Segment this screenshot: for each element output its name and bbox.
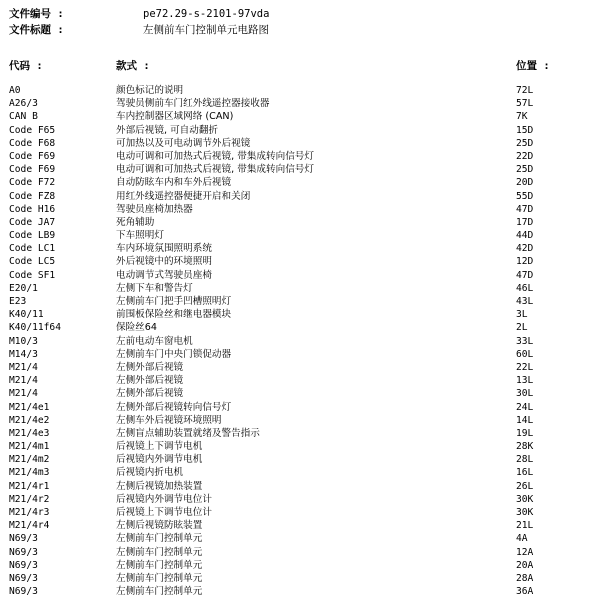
- list-item: [0, 532, 603, 545]
- component-position: 57L: [516, 98, 534, 110]
- list-item: [0, 163, 603, 176]
- list-item: [0, 506, 603, 519]
- component-code: Code F65: [9, 124, 56, 136]
- list-item: [0, 242, 603, 255]
- list-item: [0, 97, 603, 110]
- component-position: 28L: [516, 454, 534, 466]
- list-item: [0, 572, 603, 585]
- component-position: 22D: [516, 150, 534, 162]
- component-position: 30L: [516, 388, 534, 400]
- component-description: 死角辅助: [116, 216, 155, 228]
- list-item: [0, 387, 603, 400]
- component-description: 后视镜内外调节电机: [116, 454, 203, 466]
- component-position: 28A: [516, 572, 534, 584]
- component-code: M21/4r4: [9, 520, 50, 532]
- list-item: [0, 255, 603, 268]
- component-position: 20D: [516, 177, 534, 189]
- component-code: M21/4m1: [9, 441, 50, 453]
- component-code: Code H16: [9, 203, 56, 215]
- component-description: 保险丝64: [116, 322, 157, 334]
- component-description: 左侧后视镜加热装置: [116, 480, 203, 492]
- list-item: [0, 229, 603, 242]
- component-position: 4A: [516, 533, 528, 545]
- component-description: 左侧外部后视镜: [116, 375, 184, 387]
- list-item: [0, 480, 603, 493]
- column-header-code: 代码 :: [9, 60, 43, 72]
- component-description: 电动调节式驾驶员座椅: [116, 269, 212, 281]
- component-position: 3L: [516, 309, 528, 321]
- component-code: Code F69: [9, 164, 56, 176]
- component-code: M21/4m2: [9, 454, 50, 466]
- component-position: 22L: [516, 361, 534, 373]
- component-code: E20/1: [9, 282, 38, 294]
- component-description: 左侧前车门控制单元: [116, 586, 203, 598]
- list-item: [0, 84, 603, 97]
- component-code: Code F69: [9, 150, 56, 162]
- list-item: [0, 348, 603, 361]
- component-position: 21L: [516, 520, 534, 532]
- list-item: [0, 414, 603, 427]
- list-item: [0, 216, 603, 229]
- component-code: M21/4e3: [9, 427, 50, 439]
- list-item: [0, 453, 603, 466]
- list-item: [0, 401, 603, 414]
- component-code: CAN B: [9, 111, 38, 123]
- component-description: 后视镜上下调节电机: [116, 441, 203, 453]
- component-code: M21/4: [9, 375, 38, 387]
- list-item: [0, 295, 603, 308]
- component-description: 左侧外部后视镜: [116, 388, 184, 400]
- component-code: Code SF1: [9, 269, 56, 281]
- component-description: 左侧前车门把手凹槽照明灯: [116, 296, 232, 307]
- list-item: [0, 374, 603, 387]
- component-description: 左侧前车门控制单元: [116, 572, 203, 584]
- component-description: 外后视镜中的环境照明: [116, 256, 212, 268]
- component-description: 左侧前车门控制单元: [116, 546, 203, 558]
- component-code: A0: [9, 85, 21, 96]
- component-code: M21/4r3: [9, 507, 50, 518]
- list-item: [0, 335, 603, 348]
- component-position: 28K: [516, 441, 534, 453]
- list-item: [0, 150, 603, 163]
- component-position: 15D: [516, 124, 534, 136]
- component-code: M10/3: [9, 335, 38, 347]
- component-description: 左侧外部后视镜: [116, 361, 184, 373]
- list-item: [0, 440, 603, 453]
- component-description: 颜色标记的说明: [116, 85, 184, 96]
- component-description: 前围板保险丝和继电器模块: [116, 309, 232, 321]
- component-description: 外部后视镜, 可自动翻折: [116, 124, 219, 136]
- component-code: A26/3: [9, 98, 38, 110]
- component-position: 43L: [516, 296, 534, 307]
- component-code: N69/3: [9, 586, 38, 598]
- column-header-description: 款式 :: [116, 60, 150, 72]
- component-code: Code F68: [9, 137, 56, 149]
- component-position: 60L: [516, 348, 534, 360]
- file-title-label: 文件标题 :: [9, 24, 64, 36]
- component-position: 42D: [516, 243, 534, 255]
- component-description: 后视镜内外调节电位计: [116, 493, 212, 505]
- component-description: 电动可调和可加热式后视镜, 带集成转向信号灯: [116, 164, 314, 176]
- component-position: 44D: [516, 230, 534, 242]
- component-position: 72L: [516, 85, 534, 96]
- component-code: Code JA7: [9, 216, 56, 228]
- component-code: Code LC1: [9, 243, 56, 255]
- component-description: 左侧后视镜防眩装置: [116, 520, 203, 532]
- component-description: 自动防眩车内和车外后视镜: [116, 177, 232, 189]
- list-item: [0, 190, 603, 203]
- component-list: [0, 84, 603, 598]
- component-description: 左侧外部后视镜转向信号灯: [116, 401, 232, 413]
- component-description: 左侧下车和警告灯: [116, 282, 193, 294]
- list-item: [0, 124, 603, 137]
- component-code: M21/4r1: [9, 480, 50, 492]
- file-title-value: 左侧前车门控制单元电路图: [143, 24, 269, 36]
- list-item: [0, 282, 603, 295]
- component-position: 14L: [516, 414, 534, 426]
- list-item: [0, 546, 603, 559]
- component-position: 47D: [516, 269, 534, 281]
- component-position: 47D: [516, 203, 534, 215]
- list-item: [0, 176, 603, 189]
- component-position: 46L: [516, 282, 534, 294]
- column-header-position: 位置 :: [516, 60, 550, 72]
- component-description: 电动可调和可加热式后视镜, 带集成转向信号灯: [116, 150, 314, 162]
- file-number-value: pe72.29-s-2101-97vda: [143, 8, 270, 20]
- component-code: K40/11f64: [9, 322, 61, 334]
- component-description: 左侧盲点辅助装置就绪及警告指示: [116, 427, 260, 439]
- component-position: 19L: [516, 427, 534, 439]
- component-position: 7K: [516, 111, 528, 123]
- component-position: 25D: [516, 137, 534, 149]
- component-description: 车内控制器区域网络 (CAN): [116, 111, 234, 123]
- list-item: [0, 269, 603, 282]
- list-item: [0, 466, 603, 479]
- component-position: 55D: [516, 190, 534, 202]
- component-code: M21/4: [9, 388, 38, 400]
- list-item: [0, 110, 603, 123]
- component-position: 2L: [516, 322, 528, 334]
- component-description: 下车照明灯: [116, 230, 164, 242]
- component-code: M21/4m3: [9, 467, 50, 479]
- component-description: 左侧前车门控制单元: [116, 533, 203, 545]
- component-code: Code FZ8: [9, 190, 56, 202]
- component-code: N69/3: [9, 572, 38, 584]
- component-position: 16L: [516, 467, 534, 479]
- component-description: 后视镜上下调节电位计: [116, 507, 212, 518]
- component-position: 30K: [516, 507, 534, 518]
- component-code: M14/3: [9, 348, 38, 360]
- component-position: 24L: [516, 401, 534, 413]
- component-description: 可加热以及可电动调节外后视镜: [116, 137, 251, 149]
- component-position: 13L: [516, 375, 534, 387]
- component-description: 左侧车外后视镜环境照明: [116, 414, 222, 426]
- component-description: 驾驶员座椅加热器: [116, 203, 193, 215]
- component-code: K40/11: [9, 309, 44, 321]
- component-position: 30K: [516, 493, 534, 505]
- component-code: M21/4: [9, 361, 38, 373]
- list-item: [0, 585, 603, 598]
- list-item: [0, 519, 603, 532]
- component-description: 左侧前车门控制单元: [116, 559, 203, 571]
- component-position: 33L: [516, 335, 534, 347]
- component-code: Code LC5: [9, 256, 56, 268]
- component-code: M21/4e1: [9, 401, 50, 413]
- file-number-label: 文件编号 :: [9, 8, 64, 20]
- component-position: 36A: [516, 586, 534, 598]
- component-description: 左侧前车门中央门锁促动器: [116, 348, 232, 360]
- list-item: [0, 559, 603, 572]
- component-description: 后视镜内折电机: [116, 467, 184, 479]
- component-position: 12A: [516, 546, 534, 558]
- component-code: Code LB9: [9, 230, 56, 242]
- list-item: [0, 203, 603, 216]
- component-code: Code F72: [9, 177, 56, 189]
- component-description: 车内环境氛围照明系统: [116, 243, 212, 255]
- component-code: N69/3: [9, 533, 38, 545]
- component-code: N69/3: [9, 559, 38, 571]
- component-position: 12D: [516, 256, 534, 268]
- list-item: [0, 137, 603, 150]
- component-code: E23: [9, 296, 27, 307]
- list-item: [0, 493, 603, 506]
- component-code: M21/4r2: [9, 493, 50, 505]
- list-item: [0, 427, 603, 440]
- list-item: [0, 361, 603, 374]
- component-position: 20A: [516, 559, 534, 571]
- component-description: 左前电动车窗电机: [116, 335, 193, 347]
- component-code: M21/4e2: [9, 414, 50, 426]
- component-description: 用红外线遥控器便捷开启和关闭: [116, 190, 251, 202]
- list-item: [0, 308, 603, 321]
- component-position: 17D: [516, 216, 534, 228]
- list-item: [0, 321, 603, 334]
- component-position: 26L: [516, 480, 534, 492]
- component-description: 驾驶员侧前车门红外线遥控器接收器: [116, 98, 270, 110]
- component-position: 25D: [516, 164, 534, 176]
- component-code: N69/3: [9, 546, 38, 558]
